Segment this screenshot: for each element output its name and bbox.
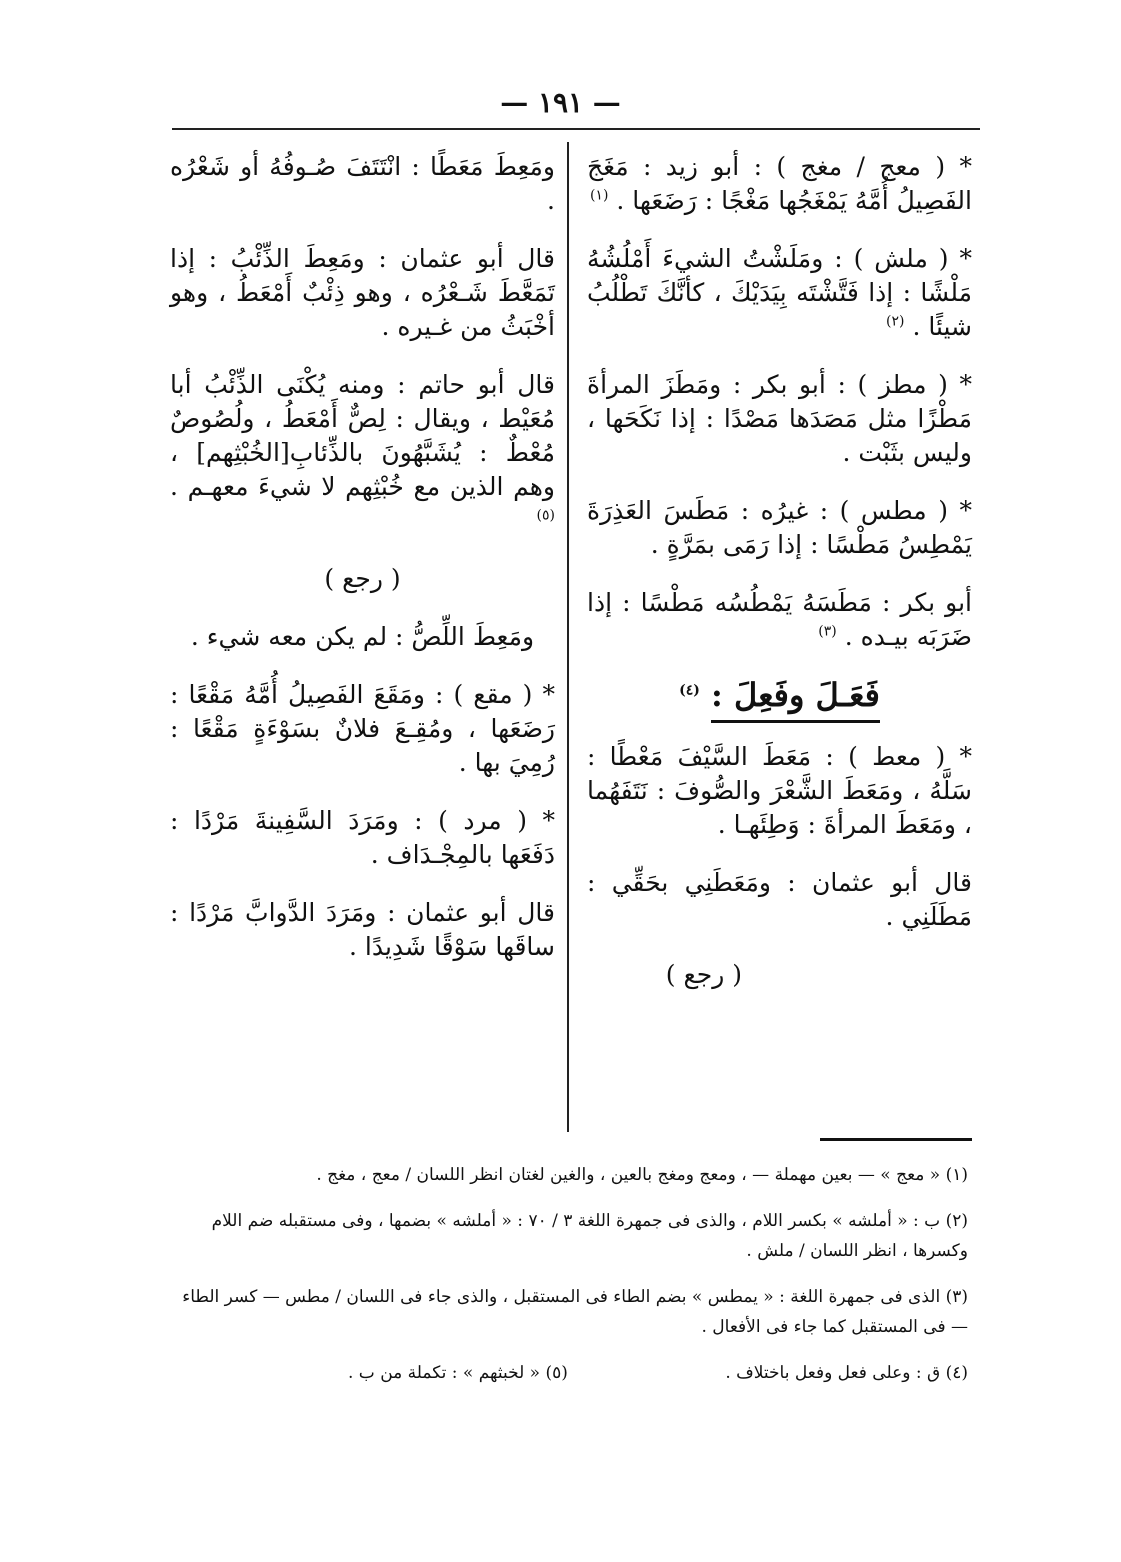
entry-text: قال أبو عثمان : ومَعَطَنِي بحَقِّي : مَطَلَنِي . <box>587 868 972 931</box>
page-number: — ١٩١ — <box>500 86 621 119</box>
footnote-ref: (١) <box>589 187 609 204</box>
footnote-ref: (٤) <box>679 682 700 699</box>
footnotes <box>178 1160 968 1388</box>
entry-maat-abuothman <box>587 866 972 934</box>
entry-marad-abuothman <box>170 896 555 964</box>
entry-text: * ( معج / مغج ) : أبو زيد : مَغَجَ الفَصِيلُ أُمَّهُ يَمْغَجُها مَغْجًا : رَضَعَها . <box>587 152 972 215</box>
top-rule <box>172 128 980 130</box>
entry-text: * ( مطز ) : أبو بكر : ومَطَزَ المرأةَ مَطْزًا مثل مَصَدَها مَصْدًا : إذا نَكَحَها ، وليس بثَبْت . <box>587 370 972 467</box>
footnote-4: (٤) ق : وعلى فعل وفعل باختلاف . <box>725 1363 968 1383</box>
entry-marad <box>170 804 555 872</box>
footnote-2: (٢) ب : « أملشه » بكسر اللام ، والذى فى جمهرة اللغة ٣ / ٧٠ : « أملشه » بضمها ، وفى مستقبله ضم اللام وكسرها ، انظر اللسان / ملش . <box>211 1211 968 1261</box>
entry-text: * ( مطس ) : غيرُه : مَطَسَ العَذِرَةَ يَمْطِسُ مَطْسًا : إذا رَمَى بمَرَّةٍ . <box>587 496 972 559</box>
footnote-ref: (٥) <box>536 507 555 524</box>
entry-text: * ( مقع ) : ومَقَعَ الفَصِيلُ أُمَّهُ مَقْعًا : رَضَعَها ، ومُقِـعَ فلانٌ بسَوْءَةٍ مَقْعًا : رُمِيَ بها . <box>170 680 555 777</box>
entry-thief <box>170 620 555 654</box>
entry-text: ومَعِطَ مَعَطًا : انْتَتَفَ صُـوفُهُ أو شَعْرُه . <box>170 152 555 215</box>
entry-maaj <box>587 150 972 218</box>
footnote-ref: (٢) <box>886 313 905 330</box>
entry-matz <box>587 368 972 470</box>
left-column <box>170 150 555 988</box>
footnote-ref: (٣) <box>818 623 837 640</box>
entry-abuhatim <box>170 368 555 538</box>
entry-text: أبو بكر : مَطَسَهُ يَمْطُسُه مَطْسًا : إذا ضَرَبَه بيـده . <box>587 588 972 651</box>
entry-text: * ( معط ) : مَعَطَ السَّيْفَ مَعْطًا : سَلَّهُ ، ومَعَطَ الشَّعْرَ والصُّوفَ : نَتَفَهُما ، ومَعَطَ المرأةَ : وَطِئَهـا . <box>587 742 972 839</box>
entry-text: * ( ملش ) : ومَلَشْتُ الشيءَ أَمْلُشُهُ مَلْشًا : إذا فَتَّشْتَه بِيَدَيْكَ ، كأنَّكَ تَطْلُبُ شيئًا . <box>587 244 972 341</box>
section-heading-text: فَعَـلَ وفَعِلَ : <box>711 676 880 723</box>
entry-matas-abubakr <box>587 586 972 654</box>
footnote-row <box>178 1358 968 1388</box>
entry-maqa <box>170 678 555 780</box>
section-heading <box>587 678 972 712</box>
footnote-1: (١) « معج » — بعين مهملة — ، ومعج ومغج بالعين ، والغين لغتان انظر اللسان / معج ، مغج . <box>316 1165 968 1185</box>
entry-malash <box>587 242 972 344</box>
entry-text: قال أبو حاتم : ومنه يُكْنَى الذِّئْبُ أبا مُعَيْط ، ويقال : لِصٌّ أَمْعَطُ ، ولُصُوصٌ مُعْطٌ : يُشَبَّهُونَ بالذِّئابِ[الخُبْثِهم] ، وهم الذين مع خُبْثِهم لا شيءَ معهـم . <box>170 370 555 501</box>
return-marker: ( رجع ) <box>665 960 742 989</box>
right-column <box>587 150 972 1016</box>
footnote-rule <box>820 1138 972 1141</box>
return-marker: ( رجع ) <box>324 564 401 593</box>
entry-abuothman-wolf <box>170 242 555 344</box>
entry-text: قال أبو عثمان : ومَعِطَ الذِّئْبُ : إذا تَمَعَّطَ شَـعْرُه ، وهو ذِئْبٌ أَمْعَطُ ، وهو أخْبَثُ من غـيره . <box>170 244 555 341</box>
entry-text: * ( مرد ) : ومَرَدَ السَّفِينةَ مَرْدًا : دَفَعَها بالمِجْـدَاف . <box>170 806 555 869</box>
entry-maeta <box>170 150 555 218</box>
footnote-3: (٣) الذى فى جمهرة اللغة : « يمطس » بضم الطاء فى المستقبل ، والذى جاء فى اللسان / مطس — كسر الطاء — فى المستقبل كما جاء فى الأفعال . <box>182 1287 968 1337</box>
entry-text: قال أبو عثمان : ومَرَدَ الدَّوابَّ مَرْدًا : ساقَها سَوْقًا شَدِيدًا . <box>170 898 555 961</box>
entry-text: ومَعِطَ اللِّصُّ : لم يكن معه شيء . <box>190 622 535 651</box>
column-divider <box>567 142 569 1132</box>
entry-matas <box>587 494 972 562</box>
footnote-5: (٥) « لخبثهم » : تكملة من ب . <box>348 1363 568 1383</box>
entry-maat <box>587 740 972 842</box>
